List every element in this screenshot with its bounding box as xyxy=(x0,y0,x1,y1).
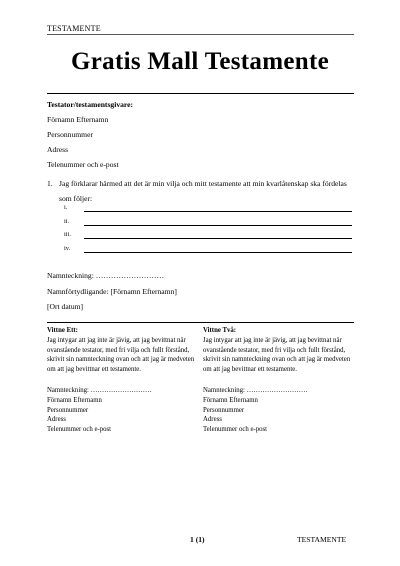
witness-personal-number: Personnummer xyxy=(203,406,245,414)
distribution-lines xyxy=(64,204,352,258)
witness-signature-line: Namnteckning: ……………………… xyxy=(203,386,308,394)
place-date: [Ort datum] xyxy=(47,302,84,311)
witness-personal-number: Personnummer xyxy=(47,406,89,414)
title-divider xyxy=(47,93,354,94)
name-clarification: Namnförtydligande: [Förnamn Efternamn] xyxy=(47,286,177,296)
witness-phone-email: Telenummer och e-post xyxy=(47,426,112,434)
testator-address: Adress xyxy=(47,145,69,154)
distribution-line-label: i. xyxy=(64,204,68,211)
distribution-line-rule xyxy=(84,225,352,226)
distribution-line xyxy=(64,204,352,218)
distribution-line-label: iii. xyxy=(64,231,72,238)
witness-phone-email: Telenummer och e-post xyxy=(203,426,268,434)
testator-phone-email: Telenummer och e-post xyxy=(47,160,119,169)
witness-heading: Vittne Ett: xyxy=(47,327,78,334)
header-divider xyxy=(47,34,354,35)
distribution-line xyxy=(64,218,352,232)
witness-address: Adress xyxy=(47,416,66,424)
header-title: TESTAMENTE xyxy=(47,24,101,33)
distribution-line-rule xyxy=(84,252,352,253)
clause-1 xyxy=(47,176,354,206)
testator-heading: Testator/testamentsgivare: xyxy=(47,100,134,109)
distribution-line xyxy=(64,231,352,245)
distribution-line-label: iv. xyxy=(64,244,71,252)
clause-text: Jag förklarar härmed att det är min vilja och mitt testamente att min kvarlåtenskap ska fördelas som följer: xyxy=(59,179,347,203)
witness-name: Förnamn Efternamn xyxy=(47,396,102,404)
distribution-line-rule xyxy=(84,238,352,239)
clause-number: 1. xyxy=(47,179,53,188)
witness-divider xyxy=(47,322,354,323)
distribution-line-rule xyxy=(84,211,352,212)
distribution-line xyxy=(64,245,352,259)
witness-one xyxy=(47,326,197,435)
distribution-line-label: ii. xyxy=(64,217,70,225)
witness-statement: Jag intygar att jag inte är jävig, att jag bevittnat när ovanstående testator, med fri vilja och fullt förstånd, skrivit sin namnteckning ovan och att jag är medveten om att jag bevittnar ett testamente. xyxy=(47,336,195,374)
witness-heading: Vittne Två: xyxy=(203,327,237,334)
witness-signature-line: Namnteckning: ……………………… xyxy=(47,386,152,394)
document-title: Gratis Mall Testamente xyxy=(71,48,329,75)
witness-statement: Jag intygar att jag inte är jävig, att jag bevittnat när ovanstående testator, med fri vilja och fullt förstånd, skrivit sin namnteckning ovan och att jag är medveten om att jag bevittnar ett testamente. xyxy=(203,336,351,374)
testator-section xyxy=(47,97,133,172)
testator-signature-block xyxy=(47,268,177,315)
signature-line: Namnteckning: ……………………… xyxy=(47,271,165,280)
footer-page-number: 1 (1) xyxy=(190,535,205,544)
footer-title: TESTAMENTE xyxy=(297,535,347,544)
witness-name: Förnamn Efternamn xyxy=(203,396,258,404)
testator-personal-number: Personnummer xyxy=(47,130,93,139)
witness-two xyxy=(203,326,353,435)
testator-name: Förnamn Efternamn xyxy=(47,115,109,124)
witness-address: Adress xyxy=(203,416,222,424)
